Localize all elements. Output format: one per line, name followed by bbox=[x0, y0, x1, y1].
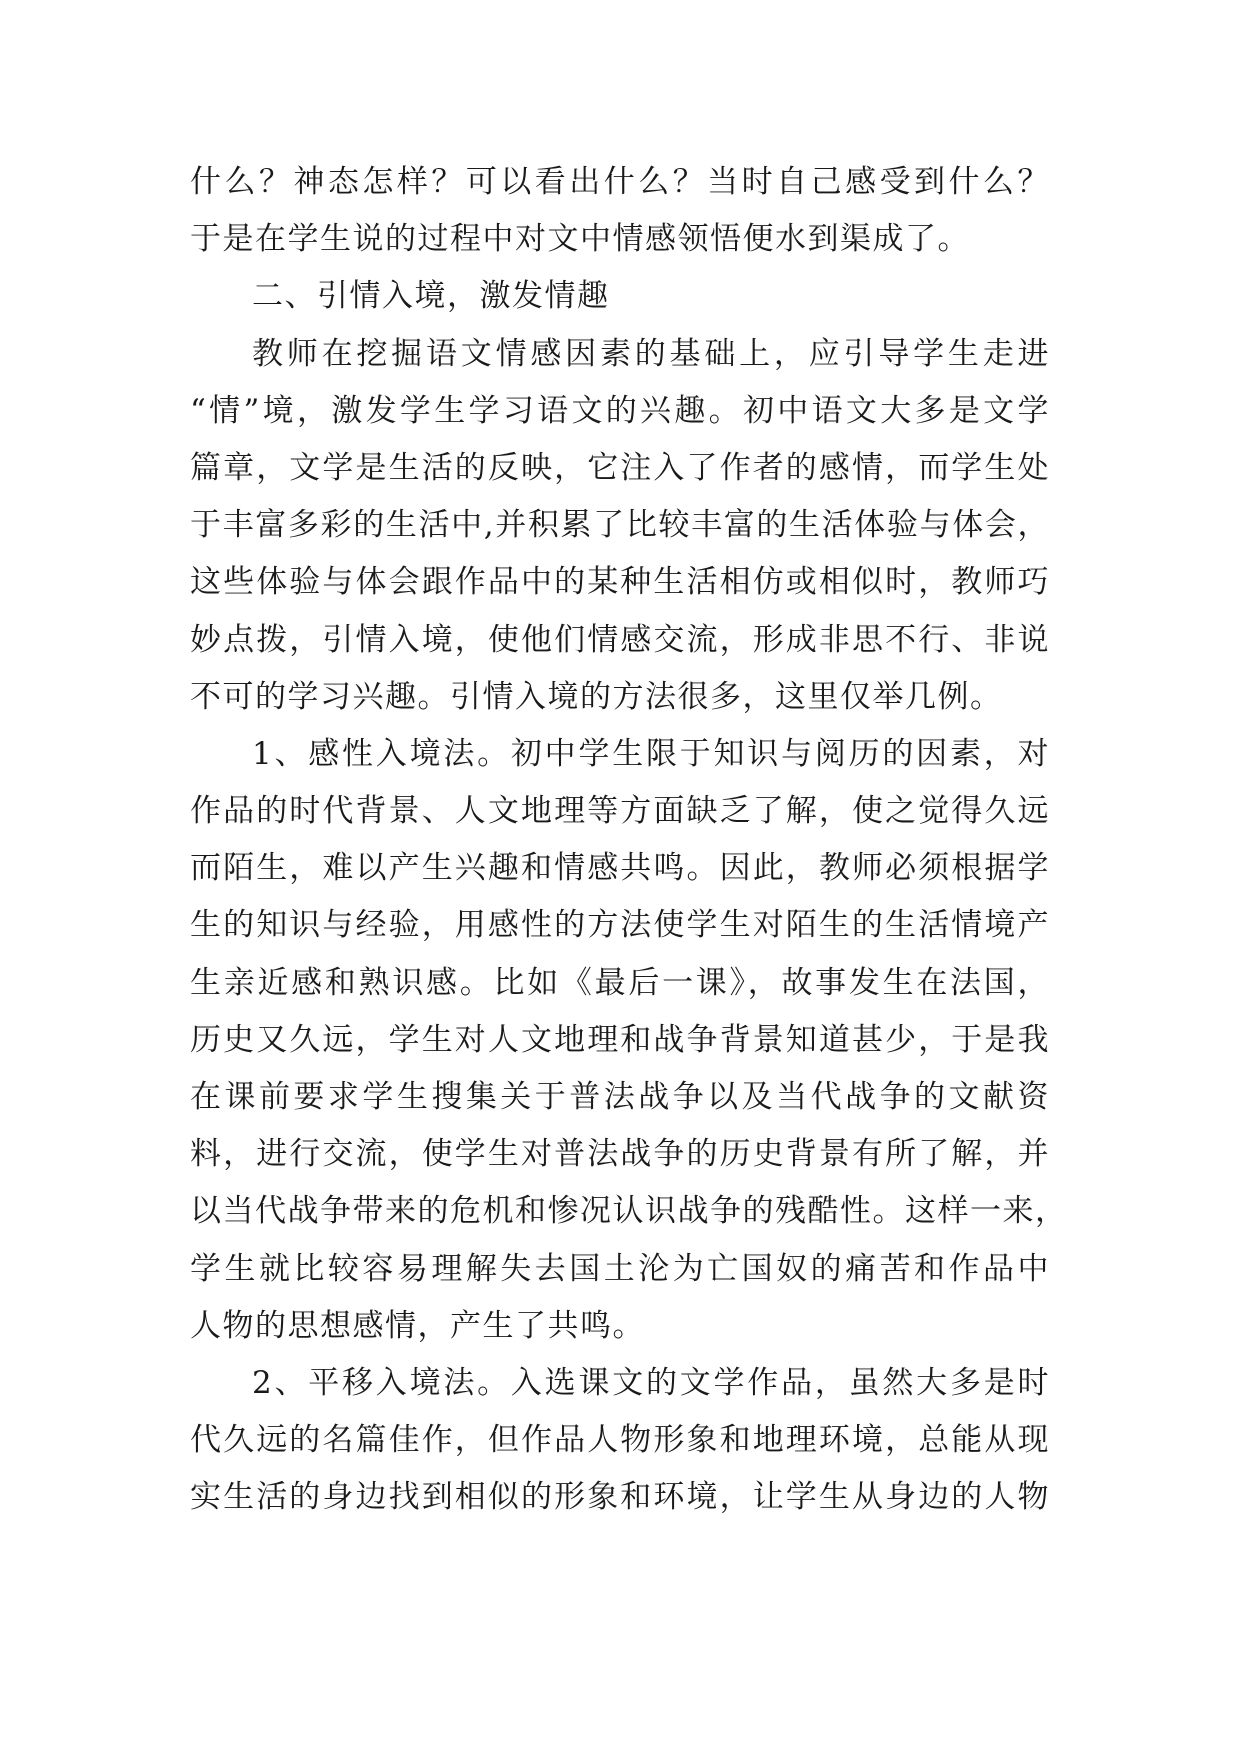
text-line: 人物的思想感情，产生了共鸣。 bbox=[190, 1307, 645, 1344]
text-line: 代久远的名篇佳作，但作品人物形象和地理环境，总能从现 bbox=[190, 1422, 1050, 1459]
text-line: “情”境，激发学生学习语文的兴趣。初中语文大多是文学 bbox=[190, 392, 1050, 429]
text-line: 作品的时代背景、人文地理等方面缺乏了解，使之觉得久远 bbox=[190, 793, 1050, 830]
body-text bbox=[190, 154, 1068, 1527]
text-line: 历史又久远，学生对人文地理和战争背景知道甚少，于是我 bbox=[190, 1021, 1050, 1058]
text-line: 生亲近感和熟识感。比如《最后一课》，故事发生在法国， bbox=[190, 964, 1050, 1001]
text-line: 在课前要求学生搜集关于普法战争以及当代战争的文献资 bbox=[190, 1079, 1050, 1115]
text-line: 实生活的身边找到相似的形象和环境，让学生从身边的人物 bbox=[190, 1479, 1050, 1516]
text-line: 于是在学生说的过程中对文中情感领悟便水到渠成了。 bbox=[190, 221, 970, 258]
text-line: 2、平移入境法。入选课文的文学作品，虽然大多是时 bbox=[252, 1364, 1050, 1401]
text-line: 于丰富多彩的生活中,并积累了比较丰富的生活体验与体会， bbox=[190, 507, 1050, 544]
text-line: 生的知识与经验，用感性的方法使学生对陌生的生活情境产 bbox=[190, 907, 1050, 944]
text-line: 妙点拨，引情入境，使他们情感交流，形成非思不行、非说 bbox=[190, 621, 1050, 658]
text-line: 学生就比较容易理解失去国土沦为亡国奴的痛苦和作品中 bbox=[190, 1250, 1050, 1287]
text-line: 教师在挖掘语文情感因素的基础上，应引导学生走进 bbox=[252, 335, 1050, 372]
text-line: 而陌生，难以产生兴趣和情感共鸣。因此，教师必须根据学 bbox=[190, 850, 1050, 887]
section-heading: 二、引情入境，激发情趣 bbox=[252, 278, 610, 315]
text-line: 这些体验与体会跟作品中的某种生活相仿或相似时，教师巧 bbox=[190, 564, 1050, 601]
text-line: 篇章，文学是生活的反映，它注入了作者的感情，而学生处 bbox=[190, 449, 1050, 486]
text-line: 什么？神态怎样？可以看出什么？当时自己感受到什么？ bbox=[190, 164, 1050, 200]
text-line: 1、感性入境法。初中学生限于知识与阅历的因素，对 bbox=[252, 735, 1050, 772]
text-line: 以当代战争带来的危机和惨况认识战争的残酷性。这样一来， bbox=[190, 1193, 1068, 1230]
text-line: 料，进行交流，使学生对普法战争的历史背景有所了解，并 bbox=[190, 1136, 1050, 1173]
text-line: 不可的学习兴趣。引情入境的方法很多，这里仅举几例。 bbox=[190, 678, 1003, 715]
